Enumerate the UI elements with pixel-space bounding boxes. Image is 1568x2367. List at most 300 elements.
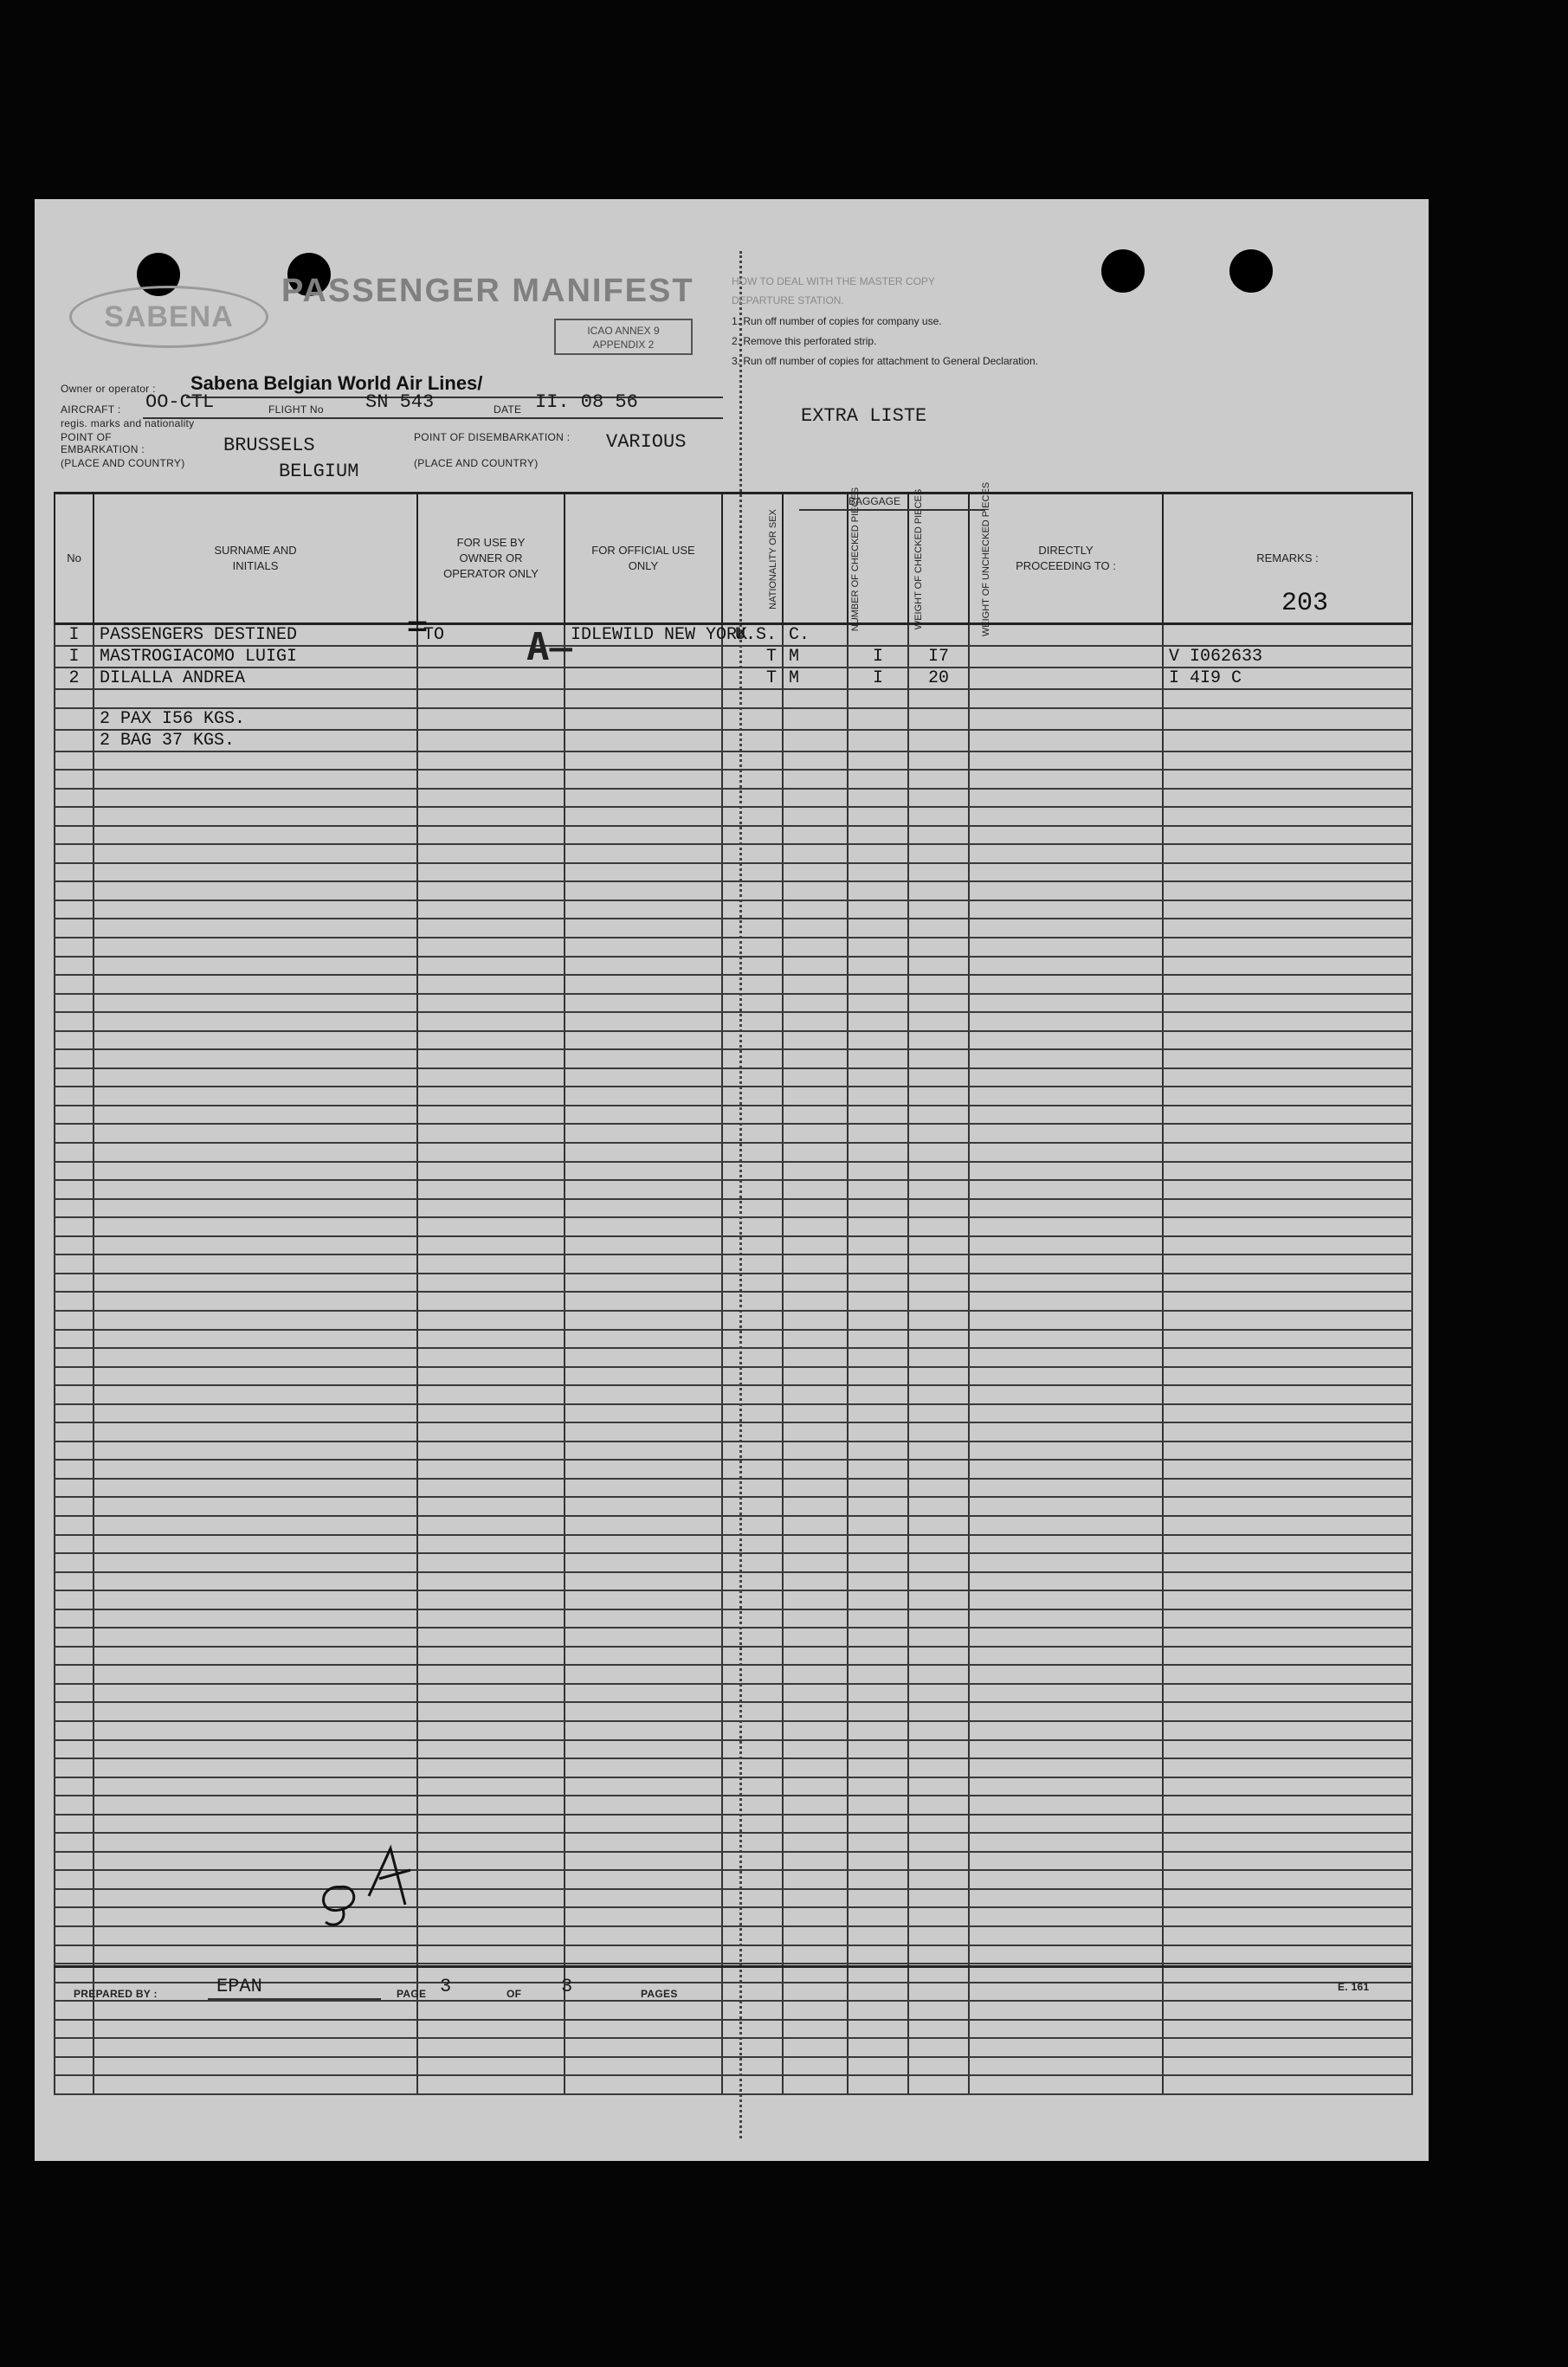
table-cell [94, 1068, 417, 1087]
table-cell [565, 1815, 722, 1834]
table-cell [848, 1143, 908, 1162]
table-cell [1163, 1926, 1412, 1945]
table-cell [722, 975, 783, 994]
manifest-sheet [35, 199, 1429, 2161]
table-body [55, 624, 1412, 2094]
table-row [55, 770, 1412, 789]
table-cell [1163, 1758, 1412, 1777]
table-cell [969, 881, 1163, 900]
table-cell [848, 789, 908, 808]
table-cell [848, 1702, 908, 1721]
table-cell [565, 975, 722, 994]
table-cell [55, 1385, 94, 1404]
table-cell [848, 1012, 908, 1031]
table-cell [565, 1254, 722, 1274]
table-cell [783, 1162, 848, 1181]
table-row [55, 2075, 1412, 2094]
table-cell [565, 751, 722, 771]
table-cell [417, 1870, 565, 1889]
table-cell [908, 770, 969, 789]
table-cell [55, 1926, 94, 1945]
table-cell [417, 1907, 565, 1926]
table-cell [908, 1628, 969, 1647]
table-cell [848, 1330, 908, 1349]
table-cell [94, 1777, 417, 1796]
table-cell [1163, 1385, 1412, 1404]
table-cell [969, 1143, 1163, 1162]
table-cell [94, 1702, 417, 1721]
table-cell [969, 1535, 1163, 1554]
table-cell [1163, 1162, 1412, 1181]
table-cell [1163, 789, 1412, 808]
table-cell [1163, 1217, 1412, 1236]
table-cell [908, 1852, 969, 1871]
table-cell [969, 1852, 1163, 1871]
table-cell [55, 689, 94, 708]
table-cell [969, 2075, 1163, 2094]
table-cell [848, 1031, 908, 1050]
table-cell [417, 1236, 565, 1255]
table-cell [417, 1926, 565, 1945]
table-cell [55, 1441, 94, 1461]
table-row [55, 994, 1412, 1013]
table-cell [1163, 1180, 1412, 1199]
table-cell [722, 1609, 783, 1629]
table-cell [565, 957, 722, 976]
table-cell [969, 1348, 1163, 1367]
table-cell [908, 751, 969, 771]
table-cell [55, 1460, 94, 1479]
table-cell [908, 900, 969, 919]
table-cell: C. [783, 624, 848, 647]
table-row [55, 1162, 1412, 1181]
table-cell [94, 1647, 417, 1666]
table-cell [783, 938, 848, 957]
table-cell [55, 1945, 94, 1964]
table-cell [969, 668, 1163, 689]
table-cell [969, 1404, 1163, 1423]
table-cell [417, 1292, 565, 1311]
table-cell [55, 2057, 94, 2076]
table-cell [783, 1404, 848, 1423]
table-cell [969, 900, 1163, 919]
table-cell [848, 1535, 908, 1554]
table-cell [94, 938, 417, 957]
table-cell [848, 1945, 908, 1964]
table-cell [55, 919, 94, 938]
table-cell [55, 1758, 94, 1777]
table-cell [969, 1926, 1163, 1945]
table-cell [969, 1441, 1163, 1461]
table-cell [908, 730, 969, 751]
table-cell [94, 1553, 417, 1572]
table-cell [722, 770, 783, 789]
table-cell [908, 1348, 969, 1367]
table-cell [908, 1106, 969, 1125]
table-cell [722, 1684, 783, 1703]
table-cell [969, 751, 1163, 771]
table-cell [783, 689, 848, 708]
table-cell [722, 1983, 783, 2002]
disembark-value: VARIOUS [606, 431, 687, 453]
table-cell [908, 1385, 969, 1404]
table-cell [908, 1945, 969, 1964]
owner-underline [186, 397, 723, 398]
table-cell [722, 1254, 783, 1274]
table-cell [417, 1348, 565, 1367]
table-cell [94, 1049, 417, 1068]
table-cell [417, 1609, 565, 1629]
table-cell [1163, 2001, 1412, 2020]
table-cell [417, 1441, 565, 1461]
table-cell [783, 863, 848, 882]
table-cell [94, 1254, 417, 1274]
table-cell [565, 708, 722, 730]
table-cell [783, 1068, 848, 1087]
table-cell [565, 1907, 722, 1926]
table-cell [969, 1385, 1163, 1404]
table-cell [565, 1180, 722, 1199]
table-row [55, 975, 1412, 994]
table-cell [55, 708, 94, 730]
col-wt-checked: WEIGHT OF CHECKED PIECES [848, 493, 908, 624]
form-code: E. 161 [1338, 1981, 1370, 1993]
table-cell [55, 751, 94, 771]
table-cell [1163, 1889, 1412, 1908]
table-cell [565, 1460, 722, 1479]
table-cell [94, 789, 417, 808]
table-cell [94, 2057, 417, 2076]
table-cell [565, 826, 722, 845]
table-cell [722, 1870, 783, 1889]
table-cell [908, 994, 969, 1013]
table-cell [565, 1535, 722, 1554]
table-cell [1163, 1684, 1412, 1703]
table-cell [783, 1497, 848, 1516]
table-cell [55, 1292, 94, 1311]
table-cell [94, 1143, 417, 1162]
table-cell: I 4I9 C [1163, 668, 1412, 689]
table-cell [55, 1572, 94, 1591]
table-row [55, 1404, 1412, 1423]
table-cell [1163, 1628, 1412, 1647]
table-cell [55, 1590, 94, 1609]
table-cell [848, 1590, 908, 1609]
table-cell [1163, 1292, 1412, 1311]
table-cell [1163, 826, 1412, 845]
table-row [55, 844, 1412, 863]
table-cell [783, 1199, 848, 1218]
table-cell [94, 1292, 417, 1311]
table-cell [969, 1274, 1163, 1293]
table-cell [848, 900, 908, 919]
table-cell [417, 1815, 565, 1834]
table-cell [908, 919, 969, 938]
table-cell [565, 689, 722, 708]
table-cell [417, 1385, 565, 1404]
table-cell [1163, 1479, 1412, 1498]
table-cell [1163, 844, 1412, 863]
table-cell [908, 689, 969, 708]
table-cell [565, 900, 722, 919]
table-cell [417, 881, 565, 900]
table-cell [565, 1889, 722, 1908]
table-cell [783, 1143, 848, 1162]
table-cell: M [783, 668, 848, 689]
table-cell [783, 1590, 848, 1609]
table-cell [565, 1516, 722, 1535]
table-cell [55, 1143, 94, 1162]
table-cell [848, 1889, 908, 1908]
table-cell [1163, 1087, 1412, 1106]
table-cell [565, 919, 722, 938]
table-cell [722, 2038, 783, 2057]
table-cell [417, 1740, 565, 1759]
table-cell [722, 1106, 783, 1125]
table-cell [565, 1777, 722, 1796]
table-row [55, 1217, 1412, 1236]
table-cell [848, 1236, 908, 1255]
table-cell [94, 1945, 417, 1964]
table-cell [55, 789, 94, 808]
table-cell [565, 668, 722, 689]
table-cell [969, 1106, 1163, 1125]
table-cell [565, 1590, 722, 1609]
table-cell [722, 1702, 783, 1721]
table-cell [722, 1758, 783, 1777]
table-cell [565, 646, 722, 668]
table-cell [969, 1889, 1163, 1908]
table-cell [848, 1907, 908, 1926]
table-cell: 20 [908, 668, 969, 689]
table-row [55, 1236, 1412, 1255]
table-cell [55, 2020, 94, 2039]
table-cell [55, 1199, 94, 1218]
table-cell [417, 1647, 565, 1666]
table-row [55, 919, 1412, 938]
table-cell [417, 1516, 565, 1535]
table-cell [969, 1870, 1163, 1889]
table-cell [94, 1572, 417, 1591]
table-cell [848, 1609, 908, 1629]
table-cell [1163, 1852, 1412, 1871]
table-cell [1163, 624, 1412, 647]
table-row [55, 689, 1412, 708]
table-cell [722, 881, 783, 900]
table-cell [783, 1945, 848, 1964]
table-row [55, 1330, 1412, 1349]
table-cell [783, 2001, 848, 2020]
table-cell [908, 1497, 969, 1516]
table-cell [722, 1236, 783, 1255]
table-cell [417, 1180, 565, 1199]
table-cell [783, 807, 848, 826]
table-cell [722, 900, 783, 919]
col-nationality: NATIONALITY OR SEX [722, 493, 783, 624]
table-cell [565, 1068, 722, 1087]
table-cell [565, 1628, 722, 1647]
table-cell [1163, 1665, 1412, 1684]
table-cell [848, 1740, 908, 1759]
table-cell [55, 2001, 94, 2020]
table-cell [783, 881, 848, 900]
table-cell [417, 1702, 565, 1721]
table-cell [722, 1422, 783, 1441]
table-cell [848, 1087, 908, 1106]
table-cell [969, 646, 1163, 668]
table-cell [55, 863, 94, 882]
col-wt-unchecked: WEIGHT OF UNCHECKED PIECES [908, 493, 969, 624]
table-cell [55, 1162, 94, 1181]
table-cell [55, 1274, 94, 1293]
table-cell [908, 708, 969, 730]
table-cell [1163, 1609, 1412, 1629]
table-cell [55, 1236, 94, 1255]
table-cell [848, 1497, 908, 1516]
table-cell [848, 2057, 908, 2076]
table-row [55, 1777, 1412, 1796]
table-cell [848, 863, 908, 882]
table-cell [783, 1553, 848, 1572]
table-row [55, 1740, 1412, 1759]
table-cell [908, 2057, 969, 2076]
table-cell [722, 1777, 783, 1796]
table-cell [783, 1758, 848, 1777]
table-cell [1163, 1441, 1412, 1461]
table-cell [848, 1292, 908, 1311]
table-cell [94, 844, 417, 863]
table-cell [565, 1926, 722, 1945]
table-cell [908, 1012, 969, 1031]
table-cell [783, 1330, 848, 1349]
baggage-group-rule [799, 509, 985, 511]
table-cell [848, 807, 908, 826]
footer-rule [54, 1965, 1411, 1968]
table-cell [565, 1684, 722, 1703]
table-cell [417, 1330, 565, 1349]
table-cell [908, 1087, 969, 1106]
aircraft-value: OO-CTL [145, 391, 215, 413]
table-cell [722, 1162, 783, 1181]
table-cell [969, 1497, 1163, 1516]
table-cell [848, 1665, 908, 1684]
table-cell [94, 1422, 417, 1441]
table-cell [1163, 1199, 1412, 1218]
table-cell [783, 1870, 848, 1889]
table-cell [55, 1124, 94, 1143]
table-cell [417, 751, 565, 771]
table-cell [783, 1049, 848, 1068]
pages-label: PAGES [641, 1988, 678, 2000]
table-cell [722, 1535, 783, 1554]
table-cell [908, 1162, 969, 1181]
table-cell [94, 881, 417, 900]
table-cell [848, 919, 908, 938]
table-cell [969, 826, 1163, 845]
table-row [55, 1441, 1412, 1461]
instruction-line-1: DEPARTURE STATION. [732, 294, 844, 306]
table-cell [783, 1012, 848, 1031]
table-cell [908, 1311, 969, 1330]
table-cell [848, 826, 908, 845]
table-cell [722, 807, 783, 826]
table-cell [908, 1124, 969, 1143]
table-cell [565, 938, 722, 957]
table-row [55, 1460, 1412, 1479]
extra-liste: EXTRA LISTE [801, 405, 927, 427]
table-cell [908, 1740, 969, 1759]
table-cell [908, 1609, 969, 1629]
table-cell [969, 975, 1163, 994]
table-cell [908, 1254, 969, 1274]
table-cell [848, 1516, 908, 1535]
table-row [55, 1665, 1412, 1684]
table-row [55, 1815, 1412, 1834]
table-cell [417, 1945, 565, 1964]
table-cell [94, 994, 417, 1013]
table-cell [1163, 1143, 1412, 1162]
table-cell [1163, 900, 1412, 919]
table-row [55, 1385, 1412, 1404]
table-cell [783, 1926, 848, 1945]
table-cell [1163, 1870, 1412, 1889]
table-row [55, 789, 1412, 808]
table-cell [908, 1479, 969, 1498]
table-cell [94, 2020, 417, 2039]
table-cell [969, 1553, 1163, 1572]
table-cell [55, 1367, 94, 1386]
table-row [55, 1553, 1412, 1572]
aircraft-underline [143, 417, 723, 419]
table-cell [417, 1479, 565, 1498]
table-cell [722, 751, 783, 771]
table-cell [565, 1292, 722, 1311]
table-cell [1163, 1106, 1412, 1125]
table-cell [55, 1535, 94, 1554]
table-cell [417, 1143, 565, 1162]
table-cell [908, 807, 969, 826]
table-cell [908, 1199, 969, 1218]
table-cell [417, 807, 565, 826]
table-row [55, 2057, 1412, 2076]
table-cell [722, 1404, 783, 1423]
date-value: II. 08 56 [535, 391, 638, 413]
table-cell [722, 1833, 783, 1852]
table-cell [55, 1647, 94, 1666]
table-cell [55, 1311, 94, 1330]
table-cell [1163, 863, 1412, 882]
table-cell [55, 1217, 94, 1236]
table-cell [783, 751, 848, 771]
table-cell [417, 1628, 565, 1647]
table-cell [969, 1590, 1163, 1609]
table-cell [908, 1330, 969, 1349]
table-cell [55, 1796, 94, 1815]
table-cell [417, 1049, 565, 1068]
table-cell [969, 789, 1163, 808]
table-cell [908, 1590, 969, 1609]
table-cell [908, 789, 969, 808]
table-cell [783, 1721, 848, 1740]
table-cell [783, 2057, 848, 2076]
table-cell [783, 1833, 848, 1852]
table-row [55, 1796, 1412, 1815]
table-cell [94, 1535, 417, 1554]
table-cell [94, 1590, 417, 1609]
table-cell [848, 1460, 908, 1479]
table-cell [55, 975, 94, 994]
flight-label: FLIGHT No [268, 403, 324, 416]
